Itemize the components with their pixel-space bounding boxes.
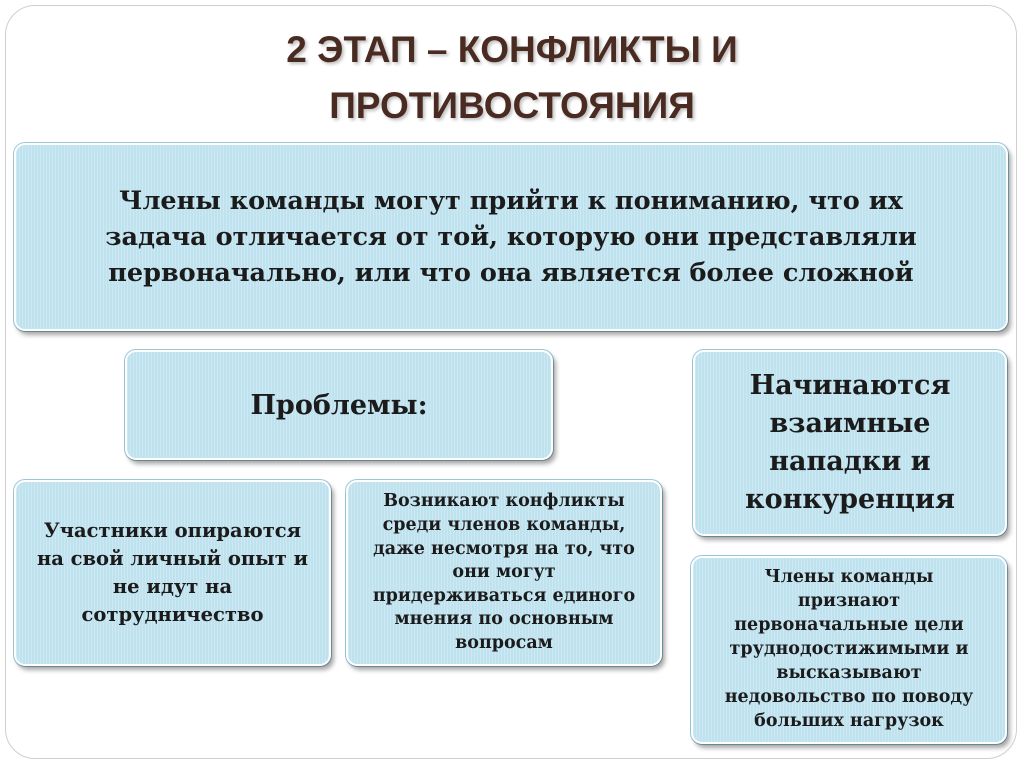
goals-line-1: Члены команды [764, 567, 934, 588]
main-statement-line-3: первоначально, или что она является более сложной [108, 258, 914, 289]
problems-label: Проблемы: [250, 389, 428, 421]
slide-title-line-2: ПРОТИВОСТОЯНИЯ [329, 84, 695, 126]
experience-line-1: Участники опираются [43, 519, 302, 543]
goals-line-5: высказывают [776, 662, 922, 683]
attacks-line-3: нападки и [769, 446, 931, 477]
conflicts-line-3: даже несмотря на то, что [373, 538, 635, 559]
experience-line-3: не идут на [112, 575, 233, 598]
conflicts-line-6: мнения по основным [394, 609, 614, 630]
experience-line-4: сотрудничество [81, 602, 264, 626]
conflicts-line-5: придерживаться единого [372, 585, 636, 606]
conflicts-line-7: вопросам [455, 633, 553, 654]
main-statement-box [14, 143, 1008, 331]
goals-line-3: первоначальные цели [734, 615, 964, 636]
goals-line-6: недовольство по поводу [724, 686, 974, 707]
main-statement-line-1: Члены команды могут прийти к пониманию, что их [119, 185, 903, 216]
goals-box [691, 556, 1007, 744]
problems-box [125, 350, 553, 460]
attacks-line-4: конкуренция [745, 483, 955, 515]
slide-title [120, 22, 904, 133]
conflicts-line-4: они могут [452, 562, 556, 583]
attacks-line-1: Начинаются [749, 370, 951, 402]
attacks-line-2: взаимные [769, 408, 931, 440]
goals-line-2: признают [797, 591, 901, 612]
personal-experience-box [14, 480, 331, 666]
goals-line-7: больших нагрузок [754, 710, 944, 731]
main-statement-line-2: задача отличается от той, которую они представляли [105, 221, 917, 252]
attacks-box [693, 350, 1007, 536]
conflicts-line-1: Возникают конфликты [383, 491, 625, 512]
slide-title-line-1: 2 ЭТАП – КОНФЛИКТЫ И [286, 29, 738, 70]
goals-line-4: труднодостижимыми и [729, 639, 969, 660]
conflicts-box [346, 480, 662, 666]
experience-line-2: на свой личный опыт и [36, 547, 309, 571]
conflicts-line-2: среди членов команды, [382, 514, 626, 535]
